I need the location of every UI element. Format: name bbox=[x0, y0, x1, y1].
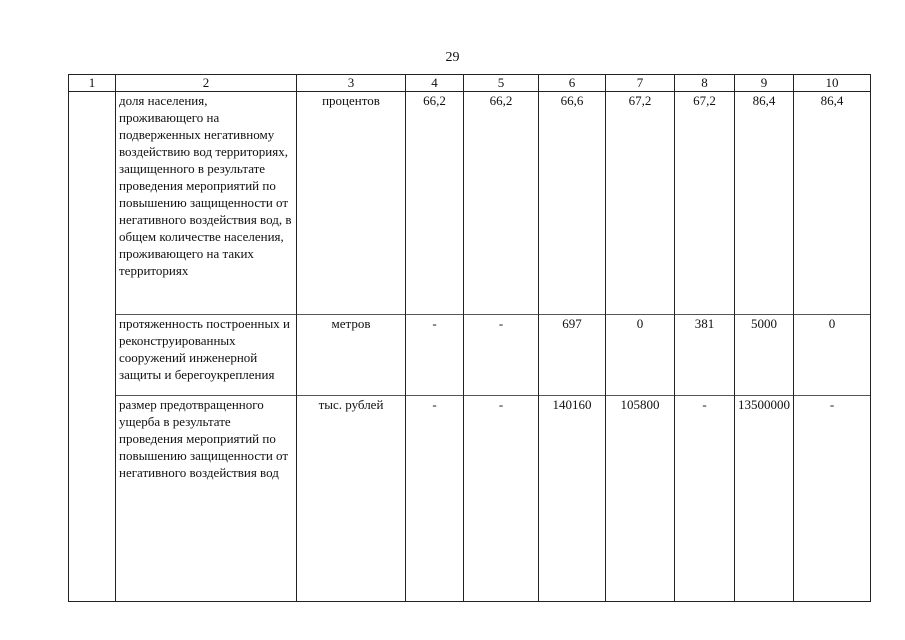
value-cell: 66,2 bbox=[464, 92, 539, 315]
value-cell: 67,2 bbox=[606, 92, 675, 315]
indicator-name-cell: протяженность построенных и реконструированных сооружений инженерной защиты и берегоукрепления bbox=[116, 315, 297, 396]
column-header: 7 bbox=[606, 75, 675, 92]
value-cell: - bbox=[464, 396, 539, 602]
column-header: 6 bbox=[539, 75, 606, 92]
column-header: 9 bbox=[735, 75, 794, 92]
value-cell: 5000 bbox=[735, 315, 794, 396]
row-number-cell bbox=[69, 92, 116, 315]
table-row bbox=[69, 315, 871, 396]
column-header: 3 bbox=[297, 75, 406, 92]
header-row bbox=[69, 75, 871, 92]
column-header: 1 bbox=[69, 75, 116, 92]
value-cell: 140160 bbox=[539, 396, 606, 602]
value-cell: 0 bbox=[606, 315, 675, 396]
value-cell: 105800 bbox=[606, 396, 675, 602]
value-cell: 66,6 bbox=[539, 92, 606, 315]
row-number-cell bbox=[69, 315, 116, 396]
column-header: 4 bbox=[406, 75, 464, 92]
value-cell: - bbox=[464, 315, 539, 396]
value-cell: 67,2 bbox=[675, 92, 735, 315]
column-header: 10 bbox=[794, 75, 871, 92]
indicators-table bbox=[68, 74, 871, 602]
unit-cell: процентов bbox=[297, 92, 406, 315]
page-number: 29 bbox=[445, 50, 460, 65]
value-cell: 13500000 bbox=[735, 396, 794, 602]
value-cell: 86,4 bbox=[735, 92, 794, 315]
value-cell: - bbox=[406, 315, 464, 396]
value-cell: - bbox=[406, 396, 464, 602]
column-header: 2 bbox=[116, 75, 297, 92]
value-cell: 0 bbox=[794, 315, 871, 396]
unit-cell: тыс. рублей bbox=[297, 396, 406, 602]
value-cell: 697 bbox=[539, 315, 606, 396]
unit-cell: метров bbox=[297, 315, 406, 396]
value-cell: - bbox=[675, 396, 735, 602]
indicator-name-cell: доля населения, проживающего на подверженных негативному воздействию вод территориях, защищенного в результате проведения мероприятий по повышению защищенности от негативного воздействия вод, в общем количестве населения, проживающего на таких территориях bbox=[116, 92, 297, 315]
value-cell: - bbox=[794, 396, 871, 602]
column-header: 8 bbox=[675, 75, 735, 92]
value-cell: 86,4 bbox=[794, 92, 871, 315]
table-row bbox=[69, 396, 871, 602]
table-row bbox=[69, 92, 871, 315]
indicator-name-cell: размер предотвращенного ущерба в результате проведения мероприятий по повышению защищенности от негативного воздействия вод bbox=[116, 396, 297, 602]
row-number-cell bbox=[69, 396, 116, 602]
value-cell: 381 bbox=[675, 315, 735, 396]
column-header: 5 bbox=[464, 75, 539, 92]
value-cell: 66,2 bbox=[406, 92, 464, 315]
